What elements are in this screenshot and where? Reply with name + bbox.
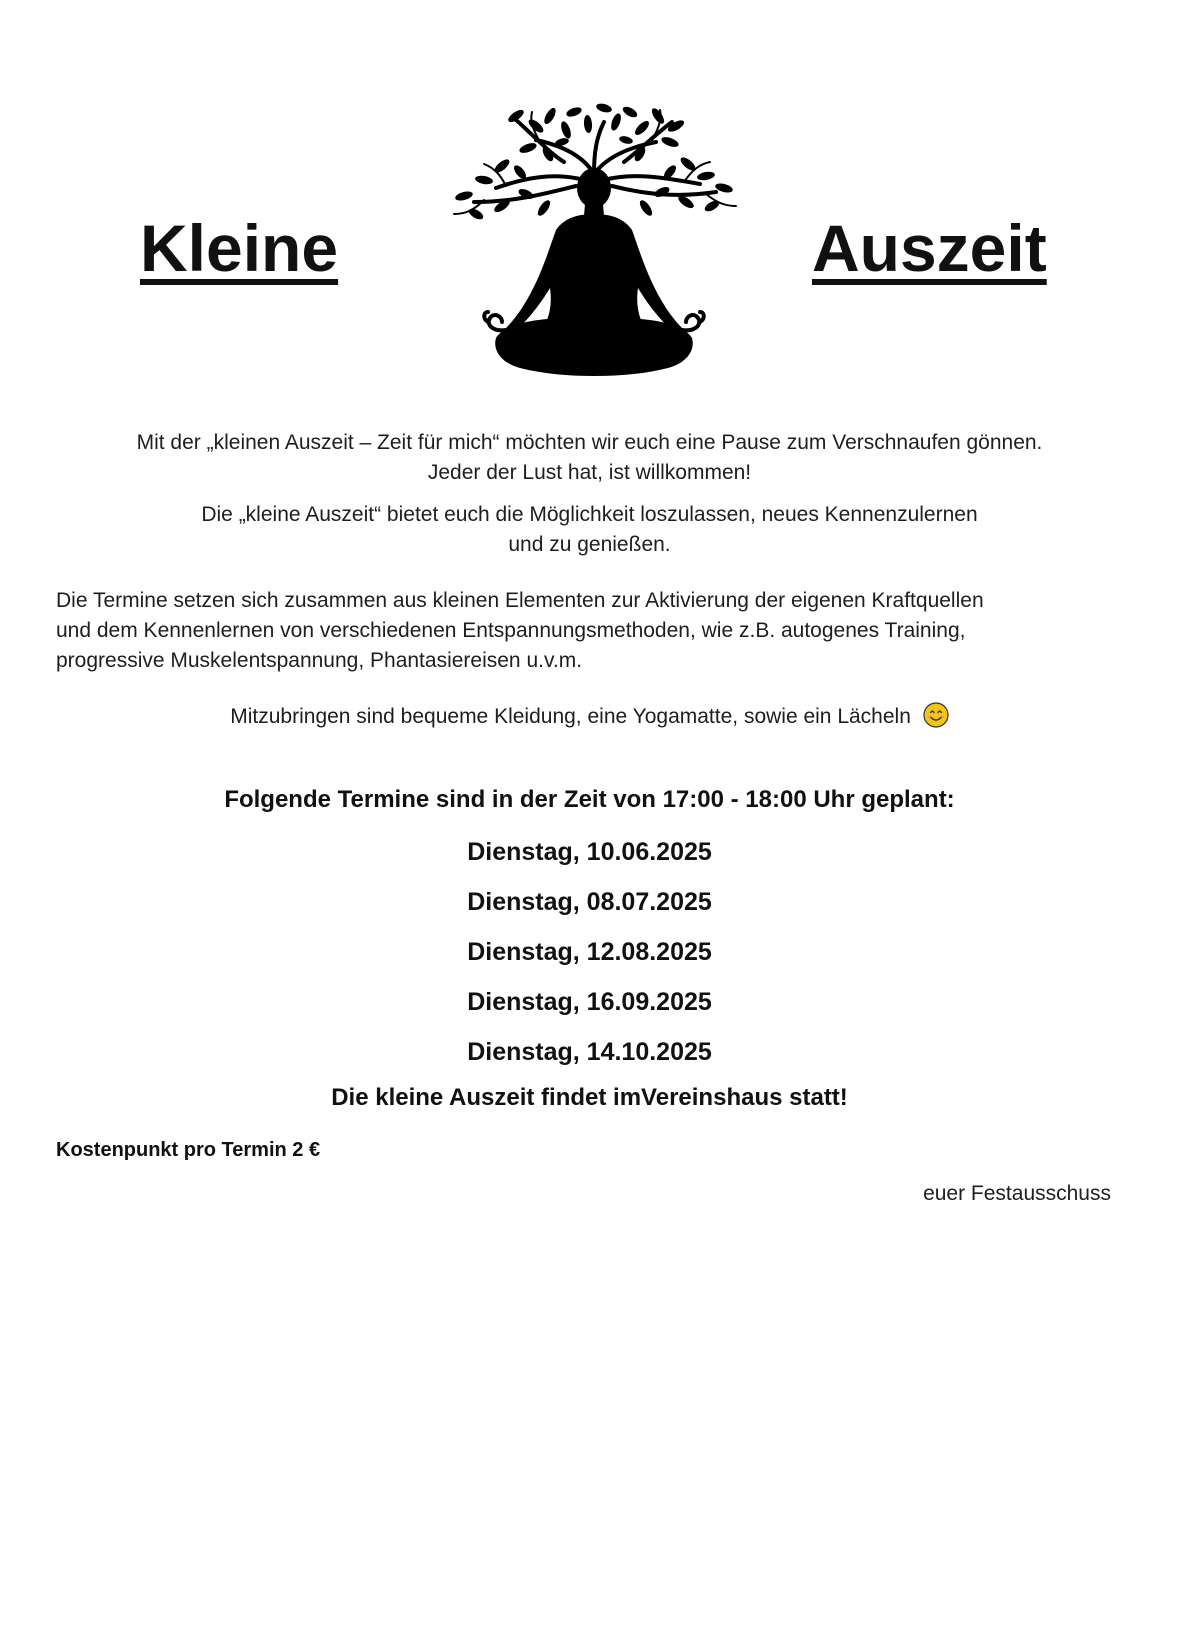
schedule-date: Dienstag, 08.07.2025: [467, 888, 712, 916]
schedule-date: Dienstag, 12.08.2025: [467, 938, 712, 966]
intro-paragraph: [40, 428, 1139, 488]
location-note: Die kleine Auszeit findet imVereinshaus statt!: [331, 1084, 848, 1111]
bring-paragraph: [40, 702, 1139, 732]
cost-note: Kostenpunkt pro Termin 2 €: [56, 1139, 321, 1161]
schedule-heading: Folgende Termine sind in der Zeit von 17:00 - 18:00 Uhr geplant:: [224, 786, 955, 813]
intro-line-2: Jeder der Lust hat, ist willkommen!: [427, 461, 752, 484]
schedule-date: Dienstag, 10.06.2025: [467, 838, 712, 866]
schedule-date: Dienstag, 16.09.2025: [467, 988, 712, 1016]
offer-paragraph: [40, 500, 1139, 560]
offer-line-2: und zu genießen.: [508, 533, 671, 556]
intro-line-1: Mit der „kleinen Auszeit – Zeit für mich“ möchten wir euch eine Pause zum Verschnaufen gönnen.: [136, 431, 1043, 454]
schedule-date: Dienstag, 14.10.2025: [467, 1038, 712, 1066]
program-line-1: Die Termine setzen sich zusammen aus kleinen Elementen zur Aktivierung der eigenen Kraftquellen: [56, 589, 984, 612]
offer-line-1: Die „kleine Auszeit“ bietet euch die Möglichkeit loszulassen, neues Kennenzulernen: [201, 503, 978, 526]
program-paragraph: [56, 586, 1136, 676]
bring-text: Mitzubringen sind bequeme Kleidung, eine Yogamatte, sowie ein Lächeln: [230, 705, 911, 728]
program-line-2: und dem Kennenlernen von verschiedenen Entspannungsmethoden, wie z.B. autogenes Training,: [56, 619, 966, 642]
smiling-face-icon: [923, 702, 949, 728]
meditating-figure-tree-icon: [444, 102, 744, 398]
program-line-3: progressive Muskelentspannung, Phantasiereisen u.v.m.: [56, 649, 583, 672]
title-left-word: Kleine: [140, 211, 339, 285]
title-right-word: Auszeit: [812, 211, 1047, 285]
signature: euer Festausschuss: [923, 1182, 1111, 1205]
schedule-date-list: [0, 836, 1179, 1086]
